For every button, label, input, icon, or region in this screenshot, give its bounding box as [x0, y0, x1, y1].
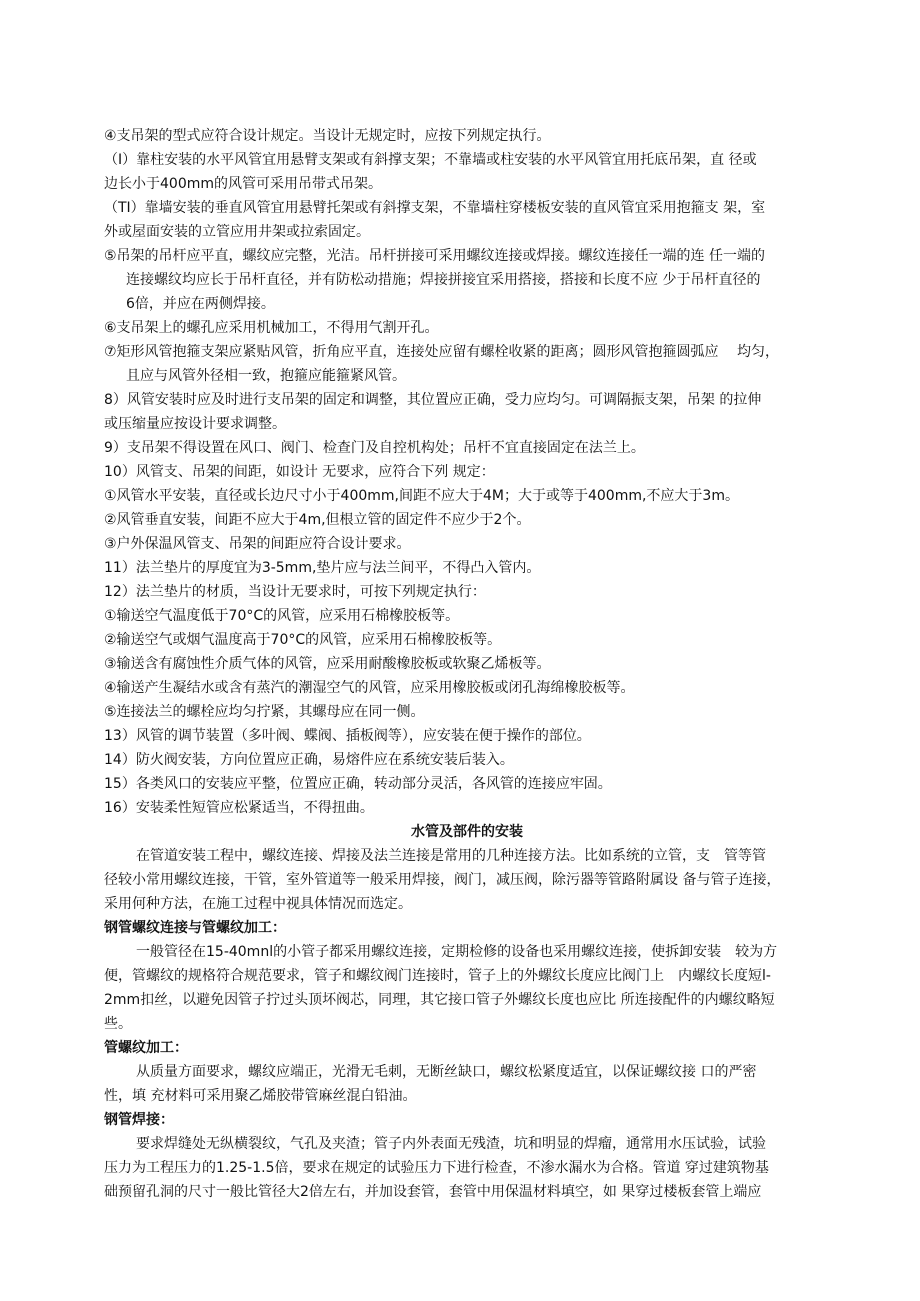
subsection-heading: 钢管焊接： [104, 1112, 174, 1128]
text-line: 16）安装柔性短管应松紧适当，不得扭曲。 [104, 800, 374, 816]
text-line: ⑤连接法兰的螺栓应均匀拧紧，其螺母应在同一侧。 [104, 704, 425, 720]
text-line: 础预留孔洞的尺寸一般比管径大2倍左右，并加设套管，套管中用保温材料填空，如 果穿过楼板套管上端应 [104, 1184, 762, 1200]
text-line: 径较小常用螺纹连接，干管，室外管道等一般采用焊接，阀门，减压阀，除污器等管路附属设 备与管子连接， [104, 872, 781, 888]
text-line: ⑥支吊架上的螺孔应采用机械加工，不得用气割开孔。 [104, 320, 439, 336]
text-line: 便，管螺纹的规格符合规范要求，管子和螺纹阀门连接时，管子上的外螺纹长度应比阀门上 内螺纹长度短l- [104, 968, 771, 984]
text-line: ③输送含有腐蚀性介质气体的风管，应采用耐酸橡胶板或软聚乙烯板等。 [104, 656, 551, 672]
text-line: 在管道安装工程中，螺纹连接、焊接及法兰连接是常用的几种连接方法。比如系统的立管，支 管等管 [136, 848, 766, 864]
text-line: 外或屋面安装的立管应用井架或拉索固定。 [104, 224, 370, 240]
text-line: （I）靠柱安装的水平风管宜用悬臂支架或有斜撑支架；不靠墙或柱安装的水平风管宜用托底吊架，直 径或 [104, 152, 757, 168]
subsection-heading: 管螺纹加工： [104, 1040, 188, 1056]
section-heading: 水管及部件的安装 [411, 824, 523, 840]
document-page [104, 124, 830, 1204]
text-line: 10）风管支、吊架的间距，如设计 无要求，应符合下列 规定： [104, 464, 495, 480]
text-line: 连接螺纹均应长于吊杆直径，并有防松动措施；焊接拼接宜采用搭接，搭接和长度不应 少于吊杆直径的 [126, 272, 761, 288]
text-line: 13）风管的调节装置（多叶阀、蝶阀、插板阀等），应安装在便于操作的部位。 [104, 728, 591, 744]
text-line: ②输送空气或烟气温度高于70°C的风管，应采用石棉橡胶板等。 [104, 632, 502, 648]
subsection-heading: 钢管螺纹连接与管螺纹加工： [104, 920, 286, 936]
text-line: ⑤吊架的吊杆应平直，螺纹应完整，光洁。吊杆拼接可采用螺纹连接或焊接。螺纹连接任一端的连 任一端的 [104, 248, 765, 264]
text-line: 8）风管安装时应及时进行支吊架的固定和调整，其位置应正确，受力应均匀。可调隔振支架，吊架 的拉伸 [104, 392, 762, 408]
text-line: 15）各类风口的安装应平整，位置应正确，转动部分灵活，各风管的连接应牢固。 [104, 776, 612, 792]
text-line: 6倍，并应在两侧焊接。 [126, 296, 275, 312]
text-line: 11）法兰垫片的厚度宜为3-5mm,垫片应与法兰间平，不得凸入管内。 [104, 560, 541, 576]
text-line: 些。 [104, 1016, 132, 1032]
text-line: 采用何种方法，在施工过程中视具体情况而选定。 [104, 896, 412, 912]
text-line: （TI）靠墙安装的垂直风管宜用悬臂托架或有斜撑支架，不靠墙柱穿楼板安装的直风管宜采用抱箍支 架，室 [104, 200, 766, 216]
text-line: ④支吊架的型式应符合设计规定。当设计无规定时，应按下列规定执行。 [104, 128, 551, 144]
text-line: 要求焊缝处无纵横裂纹，气孔及夹渣；管子内外表面无残渣，坑和明显的焊瘤，通常用水压试验，试验 [136, 1136, 766, 1152]
text-line: 14）防火阀安装，方向位置应正确，易熔件应在系统安装后装入。 [104, 752, 514, 768]
text-line: 从质量方面要求，螺纹应端正，光滑无毛刺，无断丝缺口，螺纹松紧度适宜，以保证螺纹接 口的严密 [136, 1064, 757, 1080]
text-line: 2mm扣丝，以避免因管子拧过头顶坏阀芯，同理，其它接口管子外螺纹长度也应比 所连接配件的内螺纹略短 [104, 992, 775, 1008]
text-line: ①风管水平安装，直径或长边尺寸小于400mm,间距不应大于4M；大于或等于400mm,不应大于3m。 [104, 488, 739, 504]
text-line: 12）法兰垫片的材质，当设计无要求时，可按下列规定执行： [104, 584, 486, 600]
text-line: ⑦矩形风管抱箍支架应紧贴风管，折角应平直，连接处应留有螺栓收紧的距离；圆形风管抱箍圆弧应 均匀， [104, 344, 779, 360]
text-line: 或压缩量应按设计要求调整。 [104, 416, 286, 432]
text-line: 一般管径在15-40mnl的小管子都采用螺纹连接，定期检修的设备也采用螺纹连接，使拆卸安装 较为方 [136, 944, 778, 960]
text-line: 压力为工程压力的1.25-1.5倍，要求在规定的试验压力下进行检查，不渗水漏水为合格。管道 穿过建筑物基 [104, 1160, 769, 1176]
text-line: 且应与风管外径相一致，抱箍应能箍紧风管。 [126, 368, 406, 384]
text-line: 9）支吊架不得设置在风口、阀门、检查门及自控机构处；吊杆不宜直接固定在法兰上。 [104, 440, 645, 456]
text-line: 性，填 充材料可采用聚乙烯胶带管麻丝混白铅油。 [104, 1088, 417, 1104]
text-line: ②风管垂直安装，间距不应大于4m,但根立管的固定件不应少于2个。 [104, 512, 531, 528]
text-line: ④输送产生凝结水或含有蒸汽的潮湿空气的风管，应采用橡胶板或闭孔海绵橡胶板等。 [104, 680, 635, 696]
text-line: ③户外保温风管支、吊架的间距应符合设计要求。 [104, 536, 411, 552]
text-line: 边长小于400mm的风管可采用吊带式吊架。 [104, 176, 382, 192]
text-line: ①输送空气温度低于70°C的风管，应采用石棉橡胶板等。 [104, 608, 460, 624]
